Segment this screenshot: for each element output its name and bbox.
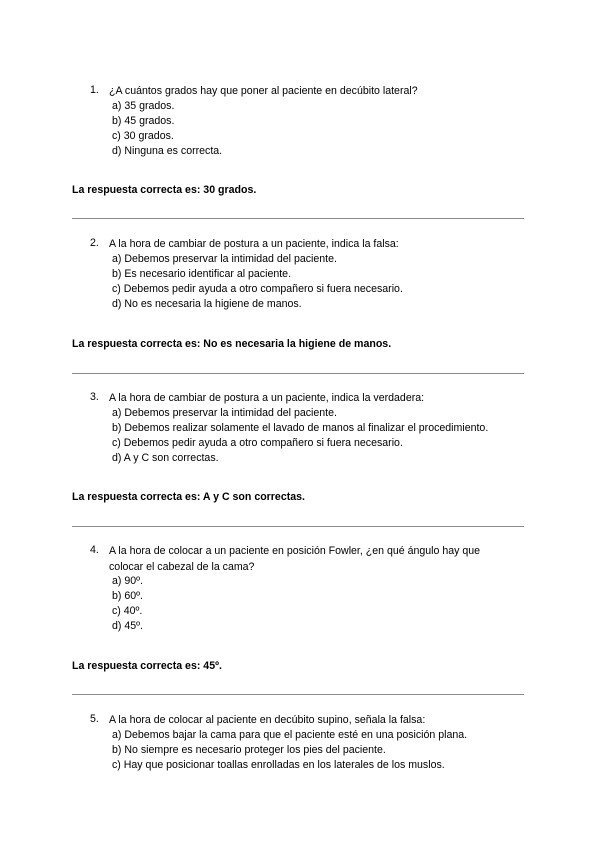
question-number: 4. xyxy=(90,544,99,556)
option-d: d) 45º. xyxy=(112,620,143,632)
option-b: b) Debemos realizar solamente el lavado de manos al finalizar el procedimiento. xyxy=(112,422,489,434)
option-b: b) 60º. xyxy=(112,590,143,602)
divider xyxy=(72,526,524,527)
option-a: a) 90º. xyxy=(112,575,143,587)
option-c: c) Hay que posicionar toallas enrolladas en los laterales de los muslos. xyxy=(112,759,445,771)
option-d: d) No es necesaria la higiene de manos. xyxy=(112,298,302,310)
answer-1: La respuesta correcta es: 30 grados. xyxy=(72,184,257,196)
question-text: A la hora de cambiar de postura a un paciente, indica la falsa: xyxy=(109,238,399,250)
option-a: a) 35 grados. xyxy=(112,100,175,112)
question-text: A la hora de cambiar de postura a un paciente, indica la verdadera: xyxy=(109,392,425,404)
option-d: d) Ninguna es correcta. xyxy=(112,145,223,157)
option-d: d) A y C son correctas. xyxy=(112,452,219,464)
question-number: 1. xyxy=(90,84,99,96)
answer-3: La respuesta correcta es: A y C son correctas. xyxy=(72,491,305,503)
option-b: b) No siempre es necesario proteger los pies del paciente. xyxy=(112,744,386,756)
question-number: 2. xyxy=(90,237,99,249)
option-b: b) Es necesario identificar al paciente. xyxy=(112,268,292,280)
option-a: a) Debemos bajar la cama para que el paciente esté en una posición plana. xyxy=(112,729,468,741)
question-number: 5. xyxy=(90,713,99,725)
question-number: 3. xyxy=(90,391,99,403)
option-c: c) 30 grados. xyxy=(112,130,174,142)
option-c: c) Debemos pedir ayuda a otro compañero si fuera necesario. xyxy=(112,437,403,449)
divider xyxy=(72,218,524,219)
question-text: A la hora de colocar al paciente en decúbito supino, señala la falsa: xyxy=(109,714,426,726)
option-c: c) 40º. xyxy=(112,605,143,617)
divider xyxy=(72,694,524,695)
option-a: a) Debemos preservar la intimidad del paciente. xyxy=(112,407,337,419)
question-text: ¿A cuántos grados hay que poner al paciente en decúbito lateral? xyxy=(109,85,418,97)
divider xyxy=(72,373,524,374)
option-a: a) Debemos preservar la intimidad del paciente. xyxy=(112,253,337,265)
answer-4: La respuesta correcta es: 45º. xyxy=(72,660,222,672)
question-text: A la hora de colocar a un paciente en posición Fowler, ¿en qué ángulo hay que colocar el cabezal de la cama? xyxy=(109,545,481,573)
option-c: c) Debemos pedir ayuda a otro compañero si fuera necesario. xyxy=(112,283,403,295)
option-b: b) 45 grados. xyxy=(112,115,175,127)
answer-2: La respuesta correcta es: No es necesaria la higiene de manos. xyxy=(72,338,392,350)
